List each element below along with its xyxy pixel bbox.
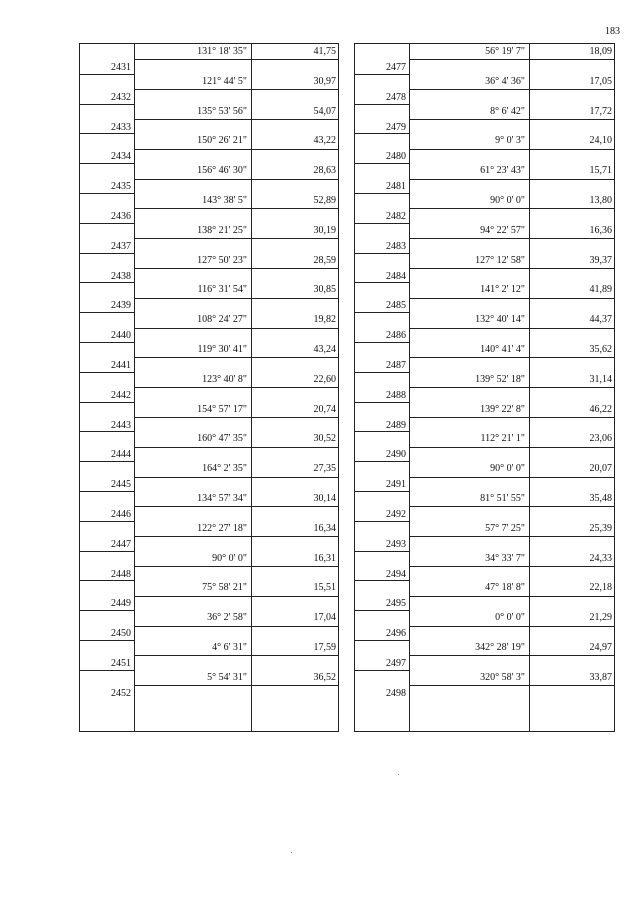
station-id-cell: 2487 bbox=[386, 360, 406, 371]
table-row bbox=[355, 282, 614, 312]
row-divider bbox=[134, 357, 338, 358]
angle-cell: 134° 57' 34" bbox=[197, 493, 247, 504]
angle-cell: 56° 19' 7" bbox=[485, 46, 525, 57]
table-row bbox=[355, 163, 614, 193]
distance-cell: 16,36 bbox=[589, 224, 612, 236]
distance-cell: 46,22 bbox=[589, 403, 612, 415]
row-divider bbox=[80, 133, 134, 134]
table-row bbox=[80, 193, 338, 223]
row-divider bbox=[409, 536, 614, 537]
station-id-cell: 2498 bbox=[386, 687, 406, 699]
row-divider bbox=[134, 685, 338, 686]
distance-cell: 33,87 bbox=[589, 671, 612, 683]
station-id-cell: 2494 bbox=[386, 568, 406, 580]
distance-cell: 35,48 bbox=[589, 493, 612, 504]
table-row bbox=[80, 461, 338, 491]
angle-cell: 342° 28' 19" bbox=[475, 642, 525, 653]
row-divider bbox=[134, 208, 338, 209]
row-divider bbox=[80, 282, 134, 283]
station-id-cell: 2484 bbox=[386, 270, 406, 282]
right-survey-table bbox=[354, 43, 615, 732]
station-id-cell: 2434 bbox=[111, 151, 131, 163]
angle-cell: 75° 58' 21" bbox=[202, 582, 247, 594]
station-id-cell: 2438 bbox=[111, 270, 131, 282]
row-divider bbox=[134, 596, 338, 597]
angle-cell: 123° 40' 8" bbox=[202, 373, 247, 385]
distance-cell: 41,89 bbox=[589, 284, 612, 296]
station-id-cell: 2483 bbox=[386, 240, 406, 252]
row-divider bbox=[134, 59, 338, 60]
row-divider bbox=[409, 477, 614, 478]
angle-cell: 135° 53' 56" bbox=[197, 105, 247, 117]
distance-cell: 24,97 bbox=[589, 642, 612, 653]
row-divider bbox=[134, 626, 338, 627]
row-divider bbox=[355, 640, 409, 641]
row-divider bbox=[355, 551, 409, 552]
station-id-cell: 2477 bbox=[386, 62, 406, 73]
station-id-cell: 2441 bbox=[111, 360, 131, 371]
station-id-cell: 2432 bbox=[111, 91, 131, 103]
row-divider bbox=[80, 580, 134, 581]
station-id-cell: 2497 bbox=[386, 658, 406, 669]
table-row bbox=[80, 253, 338, 283]
row-divider bbox=[355, 670, 409, 671]
table-row bbox=[80, 44, 338, 74]
row-divider bbox=[409, 626, 614, 627]
distance-cell: 35,62 bbox=[589, 344, 612, 355]
row-divider bbox=[409, 328, 614, 329]
station-id-cell: 2452 bbox=[111, 687, 131, 699]
angle-cell: 164° 2' 35" bbox=[202, 463, 247, 475]
angle-cell: 108° 24' 27" bbox=[197, 314, 247, 326]
angle-cell: 90° 0' 0" bbox=[490, 463, 525, 475]
distance-cell: 44,37 bbox=[589, 314, 612, 326]
row-divider bbox=[355, 521, 409, 522]
station-id-cell: 2493 bbox=[386, 538, 406, 550]
row-divider bbox=[80, 640, 134, 641]
table-row bbox=[80, 312, 338, 342]
angle-cell: 8° 6' 42" bbox=[490, 105, 525, 117]
distance-cell: 30,19 bbox=[313, 224, 336, 236]
angle-cell: 122° 27' 18" bbox=[197, 522, 247, 534]
station-id-cell: 2436 bbox=[111, 211, 131, 222]
table-row bbox=[80, 521, 338, 551]
row-divider bbox=[134, 387, 338, 388]
row-divider bbox=[355, 253, 409, 254]
distance-cell: 17,59 bbox=[313, 642, 336, 653]
angle-cell: 94° 22' 57" bbox=[480, 224, 525, 236]
row-divider bbox=[134, 655, 338, 656]
distance-cell: 43,24 bbox=[313, 344, 336, 355]
angle-cell: 127° 12' 58" bbox=[475, 254, 525, 266]
angle-cell: 36° 4' 36" bbox=[485, 75, 525, 87]
station-id-cell: 2490 bbox=[386, 449, 406, 461]
distance-cell: 19,82 bbox=[313, 314, 336, 326]
distance-cell: 17,04 bbox=[313, 612, 336, 624]
table-row bbox=[80, 491, 338, 521]
row-divider bbox=[355, 491, 409, 492]
table-row bbox=[355, 402, 614, 432]
station-id-cell: 2433 bbox=[111, 121, 131, 133]
row-divider bbox=[134, 566, 338, 567]
table-row bbox=[80, 640, 338, 670]
distance-cell: 17,05 bbox=[589, 75, 612, 87]
angle-cell: 154° 57' 17" bbox=[197, 403, 247, 415]
station-id-cell: 2443 bbox=[111, 419, 131, 431]
row-divider bbox=[409, 179, 614, 180]
angle-cell: 131° 18' 35" bbox=[197, 46, 247, 57]
distance-cell: 22,60 bbox=[313, 373, 336, 385]
angle-cell: 320° 58' 3" bbox=[480, 671, 525, 683]
station-id-cell: 2442 bbox=[111, 389, 131, 401]
angle-cell: 150° 26' 21" bbox=[197, 135, 247, 147]
row-divider bbox=[134, 89, 338, 90]
distance-cell: 24,33 bbox=[589, 552, 612, 564]
angle-cell: 4° 6' 31" bbox=[212, 642, 247, 653]
row-divider bbox=[409, 417, 614, 418]
row-divider bbox=[409, 596, 614, 597]
row-divider bbox=[355, 402, 409, 403]
row-divider bbox=[355, 193, 409, 194]
station-id-cell: 2439 bbox=[111, 300, 131, 312]
station-id-cell: 2495 bbox=[386, 598, 406, 610]
station-id-cell: 2489 bbox=[386, 419, 406, 431]
table-row bbox=[80, 163, 338, 193]
distance-cell: 16,34 bbox=[313, 522, 336, 534]
table-row bbox=[355, 342, 614, 372]
angle-cell: 143° 38' 5" bbox=[202, 195, 247, 206]
row-divider bbox=[355, 163, 409, 164]
station-id-cell: 2482 bbox=[386, 211, 406, 222]
table-row bbox=[80, 670, 338, 700]
station-id-cell: 2479 bbox=[386, 121, 406, 133]
left-survey-table bbox=[79, 43, 339, 732]
row-divider bbox=[80, 521, 134, 522]
row-divider bbox=[80, 253, 134, 254]
table-row bbox=[80, 104, 338, 134]
row-divider bbox=[134, 417, 338, 418]
row-divider bbox=[134, 119, 338, 120]
angle-cell: 34° 33' 7" bbox=[485, 552, 525, 564]
table-row bbox=[355, 104, 614, 134]
distance-cell: 21,29 bbox=[589, 612, 612, 624]
angle-cell: 139° 52' 18" bbox=[475, 373, 525, 385]
distance-cell: 15,51 bbox=[313, 582, 336, 594]
page-number: 183 bbox=[605, 26, 620, 37]
table-row bbox=[80, 551, 338, 581]
table-row bbox=[355, 461, 614, 491]
table-row bbox=[80, 610, 338, 640]
angle-cell: 9° 0' 3" bbox=[495, 135, 525, 147]
row-divider bbox=[409, 357, 614, 358]
distance-cell: 30,85 bbox=[313, 284, 336, 296]
row-divider bbox=[80, 491, 134, 492]
station-id-cell: 2440 bbox=[111, 330, 131, 342]
row-divider bbox=[409, 506, 614, 507]
angle-cell: 90° 0' 0" bbox=[490, 195, 525, 206]
table-row bbox=[355, 580, 614, 610]
row-divider bbox=[409, 59, 614, 60]
distance-cell: 27,35 bbox=[313, 463, 336, 475]
table-row bbox=[80, 282, 338, 312]
row-divider bbox=[80, 461, 134, 462]
angle-cell: 141° 2' 12" bbox=[480, 284, 525, 296]
station-id-cell: 2448 bbox=[111, 568, 131, 580]
row-divider bbox=[409, 149, 614, 150]
table-row bbox=[355, 521, 614, 551]
station-id-cell: 2485 bbox=[386, 300, 406, 312]
angle-cell: 47° 18' 8" bbox=[485, 582, 525, 594]
row-divider bbox=[134, 506, 338, 507]
distance-cell: 23,06 bbox=[589, 433, 612, 445]
row-divider bbox=[134, 238, 338, 239]
table-row bbox=[80, 342, 338, 372]
table-row bbox=[355, 312, 614, 342]
scan-speck bbox=[398, 774, 399, 775]
station-id-cell: 2491 bbox=[386, 479, 406, 491]
table-row bbox=[355, 253, 614, 283]
station-id-cell: 2488 bbox=[386, 389, 406, 401]
row-divider bbox=[80, 193, 134, 194]
row-divider bbox=[409, 387, 614, 388]
angle-cell: 61° 23' 43" bbox=[480, 165, 525, 177]
station-id-cell: 2486 bbox=[386, 330, 406, 342]
table-row bbox=[355, 74, 614, 104]
station-id-cell: 2450 bbox=[111, 628, 131, 640]
row-divider bbox=[355, 74, 409, 75]
distance-cell: 31,14 bbox=[589, 373, 612, 385]
station-id-cell: 2446 bbox=[111, 509, 131, 520]
angle-cell: 112° 21' 1" bbox=[480, 433, 525, 445]
station-id-cell: 2437 bbox=[111, 240, 131, 252]
table-row bbox=[355, 551, 614, 581]
table-row bbox=[80, 580, 338, 610]
distance-cell: 20,74 bbox=[313, 403, 336, 415]
distance-cell: 13,80 bbox=[589, 195, 612, 206]
station-id-cell: 2478 bbox=[386, 91, 406, 103]
row-divider bbox=[134, 179, 338, 180]
distance-cell: 17,72 bbox=[589, 105, 612, 117]
station-id-cell: 2481 bbox=[386, 181, 406, 193]
distance-cell: 22,18 bbox=[589, 582, 612, 594]
row-divider bbox=[355, 580, 409, 581]
row-divider bbox=[80, 163, 134, 164]
row-divider bbox=[355, 372, 409, 373]
station-id-cell: 2496 bbox=[386, 628, 406, 640]
table-row bbox=[355, 640, 614, 670]
station-id-cell: 2451 bbox=[111, 658, 131, 669]
distance-cell: 16,31 bbox=[313, 552, 336, 564]
angle-cell: 160° 47' 35" bbox=[197, 433, 247, 445]
scan-speck bbox=[291, 852, 292, 853]
table-row bbox=[80, 74, 338, 104]
row-divider bbox=[80, 104, 134, 105]
station-id-cell: 2449 bbox=[111, 598, 131, 610]
row-divider bbox=[409, 447, 614, 448]
row-divider bbox=[355, 133, 409, 134]
row-divider bbox=[409, 208, 614, 209]
table-row bbox=[355, 133, 614, 163]
station-id-cell: 2447 bbox=[111, 538, 131, 550]
table-row bbox=[355, 491, 614, 521]
row-divider bbox=[134, 536, 338, 537]
table-row bbox=[80, 223, 338, 253]
table-row bbox=[355, 372, 614, 402]
angle-cell: 121° 44' 5" bbox=[202, 75, 247, 87]
distance-cell: 25,39 bbox=[589, 522, 612, 534]
table-row bbox=[80, 133, 338, 163]
station-id-cell: 2492 bbox=[386, 509, 406, 520]
distance-cell: 30,52 bbox=[313, 433, 336, 445]
table-row bbox=[355, 610, 614, 640]
angle-cell: 57° 7' 25" bbox=[485, 522, 525, 534]
station-id-cell: 2444 bbox=[111, 449, 131, 461]
row-divider bbox=[355, 312, 409, 313]
row-divider bbox=[80, 312, 134, 313]
distance-cell: 39,37 bbox=[589, 254, 612, 266]
angle-cell: 0° 0' 0" bbox=[495, 612, 525, 624]
distance-cell: 43,22 bbox=[313, 135, 336, 147]
angle-cell: 5° 54' 31" bbox=[207, 671, 247, 683]
row-divider bbox=[134, 149, 338, 150]
row-divider bbox=[409, 298, 614, 299]
row-divider bbox=[409, 566, 614, 567]
station-id-cell: 2431 bbox=[111, 62, 131, 73]
distance-cell: 30,14 bbox=[313, 493, 336, 504]
distance-cell: 36,52 bbox=[313, 671, 336, 683]
row-divider bbox=[80, 372, 134, 373]
row-divider bbox=[355, 431, 409, 432]
angle-cell: 132° 40' 14" bbox=[475, 314, 525, 326]
distance-cell: 30,97 bbox=[313, 75, 336, 87]
row-divider bbox=[134, 447, 338, 448]
row-divider bbox=[409, 119, 614, 120]
distance-cell: 15,71 bbox=[589, 165, 612, 177]
distance-cell: 54,07 bbox=[313, 105, 336, 117]
station-id-cell: 2445 bbox=[111, 479, 131, 491]
angle-cell: 140° 41' 4" bbox=[480, 344, 525, 355]
row-divider bbox=[80, 223, 134, 224]
station-id-cell: 2435 bbox=[111, 181, 131, 193]
angle-cell: 138° 21' 25" bbox=[197, 224, 247, 236]
row-divider bbox=[80, 431, 134, 432]
row-divider bbox=[80, 670, 134, 671]
row-divider bbox=[355, 342, 409, 343]
row-divider bbox=[80, 402, 134, 403]
table-row bbox=[355, 431, 614, 461]
angle-cell: 127° 50' 23" bbox=[197, 254, 247, 266]
distance-cell: 28,63 bbox=[313, 165, 336, 177]
table-row bbox=[355, 670, 614, 700]
row-divider bbox=[134, 477, 338, 478]
angle-cell: 116° 31' 54" bbox=[197, 284, 247, 296]
row-divider bbox=[409, 685, 614, 686]
row-divider bbox=[134, 268, 338, 269]
angle-cell: 139° 22' 8" bbox=[480, 403, 525, 415]
row-divider bbox=[355, 610, 409, 611]
row-divider bbox=[409, 238, 614, 239]
row-divider bbox=[134, 328, 338, 329]
table-row bbox=[355, 193, 614, 223]
row-divider bbox=[355, 223, 409, 224]
angle-cell: 90° 0' 0" bbox=[212, 552, 247, 564]
row-divider bbox=[80, 610, 134, 611]
table-row bbox=[80, 431, 338, 461]
row-divider bbox=[80, 74, 134, 75]
angle-cell: 156° 46' 30" bbox=[197, 165, 247, 177]
row-divider bbox=[80, 342, 134, 343]
row-divider bbox=[409, 268, 614, 269]
angle-cell: 81° 51' 55" bbox=[480, 493, 525, 504]
table-row bbox=[355, 44, 614, 74]
row-divider bbox=[80, 551, 134, 552]
row-divider bbox=[409, 89, 614, 90]
table-row bbox=[355, 223, 614, 253]
distance-cell: 20,07 bbox=[589, 463, 612, 475]
row-divider bbox=[355, 104, 409, 105]
distance-cell: 52,89 bbox=[313, 195, 336, 206]
table-row bbox=[80, 372, 338, 402]
distance-cell: 18,09 bbox=[589, 46, 612, 57]
row-divider bbox=[409, 655, 614, 656]
row-divider bbox=[355, 461, 409, 462]
row-divider bbox=[355, 282, 409, 283]
row-divider bbox=[134, 298, 338, 299]
distance-cell: 24,10 bbox=[589, 135, 612, 147]
angle-cell: 119° 30' 41" bbox=[197, 344, 247, 355]
table-row bbox=[80, 402, 338, 432]
angle-cell: 36° 2' 58" bbox=[207, 612, 247, 624]
distance-cell: 41,75 bbox=[313, 46, 336, 57]
station-id-cell: 2480 bbox=[386, 151, 406, 163]
distance-cell: 28,59 bbox=[313, 254, 336, 266]
